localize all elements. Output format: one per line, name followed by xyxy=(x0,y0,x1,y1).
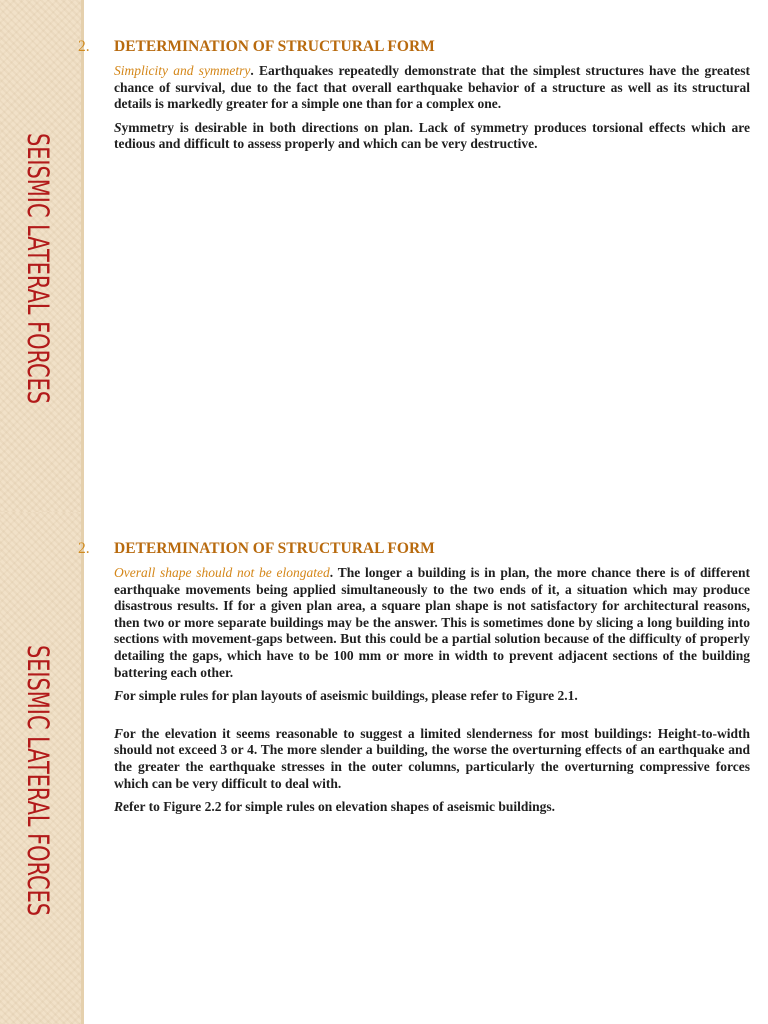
paragraph-initial: F xyxy=(114,725,124,741)
paragraph-lead: Overall shape should not be elongated xyxy=(114,565,330,580)
section-number: 2. xyxy=(78,38,90,55)
side-title-container xyxy=(20,132,55,404)
paragraph-text: or simple rules for plan layouts of aseismic buildings, please refer to Figure 2.1. xyxy=(123,688,578,704)
side-title: SEISMIC LATERAL FORCES xyxy=(20,644,55,916)
section-number: 2. xyxy=(78,540,90,557)
paragraph-text: efer to Figure 2.2 for simple rules on elevation shapes of aseismic buildings. xyxy=(123,799,556,815)
section-heading xyxy=(78,38,750,56)
paragraph-text: . The longer a building is in plan, the more chance there is of different earthquake movements being applied simultaneously to the two ends of it, a situation which may produce disastrous results. If for a given plan area, a square plan shape is not satisfactory for architectural reasons, then two or more separate buildings may be the answer. This is sometimes done by slicing a long building into sections with movement-gaps between. But this could be a partial solution because of the difficulty of properly detailing the gaps, which have to be 100 mm or more in width to prevent adjacent sections of the building battering each other. xyxy=(114,565,750,680)
section-heading xyxy=(78,540,750,558)
paragraph-simplicity xyxy=(114,63,750,113)
paragraph-elevation xyxy=(114,726,750,792)
paragraph-initial: F xyxy=(114,688,124,704)
slide-2 xyxy=(0,512,768,1024)
side-strip xyxy=(0,0,84,512)
section-title: DETERMINATION OF STRUCTURAL FORM xyxy=(114,540,435,557)
side-title: SEISMIC LATERAL FORCES xyxy=(20,132,55,404)
paragraph-plan-rules xyxy=(114,688,750,705)
section-title: DETERMINATION OF STRUCTURAL FORM xyxy=(114,38,435,55)
slide-content xyxy=(78,540,750,823)
paragraph-text: or the elevation it seems reasonable to suggest a limited slenderness for most buildings: Height-to-width should not exceed 3 or 4. The more slender a building, the worse the overturning effects of an earthquake and the greater the earthquake stresses in the outer columns, particularly the overturning compressive forces which can be very difficult to deal with. xyxy=(114,725,750,791)
paragraph-symmetry xyxy=(114,120,750,153)
paragraph-initial: S xyxy=(114,119,122,135)
paragraph-lead: Simplicity and symmetry xyxy=(114,63,251,78)
slide-content xyxy=(78,38,750,160)
side-strip xyxy=(0,512,84,1024)
side-title-container xyxy=(20,644,55,916)
paragraph-elevation-rules xyxy=(114,799,750,816)
paragraph-elongation xyxy=(114,565,750,681)
paragraph-initial: R xyxy=(114,799,124,815)
paragraph-text: . Earthquakes repeatedly demonstrate that the simplest structures have the greatest chance of survival, due to the fact that overall earthquake behavior of a structure as well as its structural details is markedly greater for a simple one than for a complex one. xyxy=(114,63,750,112)
paragraph-text: ymmetry is desirable in both directions on plan. Lack of symmetry produces torsional effects which are tedious and difficult to assess properly and which can be very destructive. xyxy=(114,119,750,152)
